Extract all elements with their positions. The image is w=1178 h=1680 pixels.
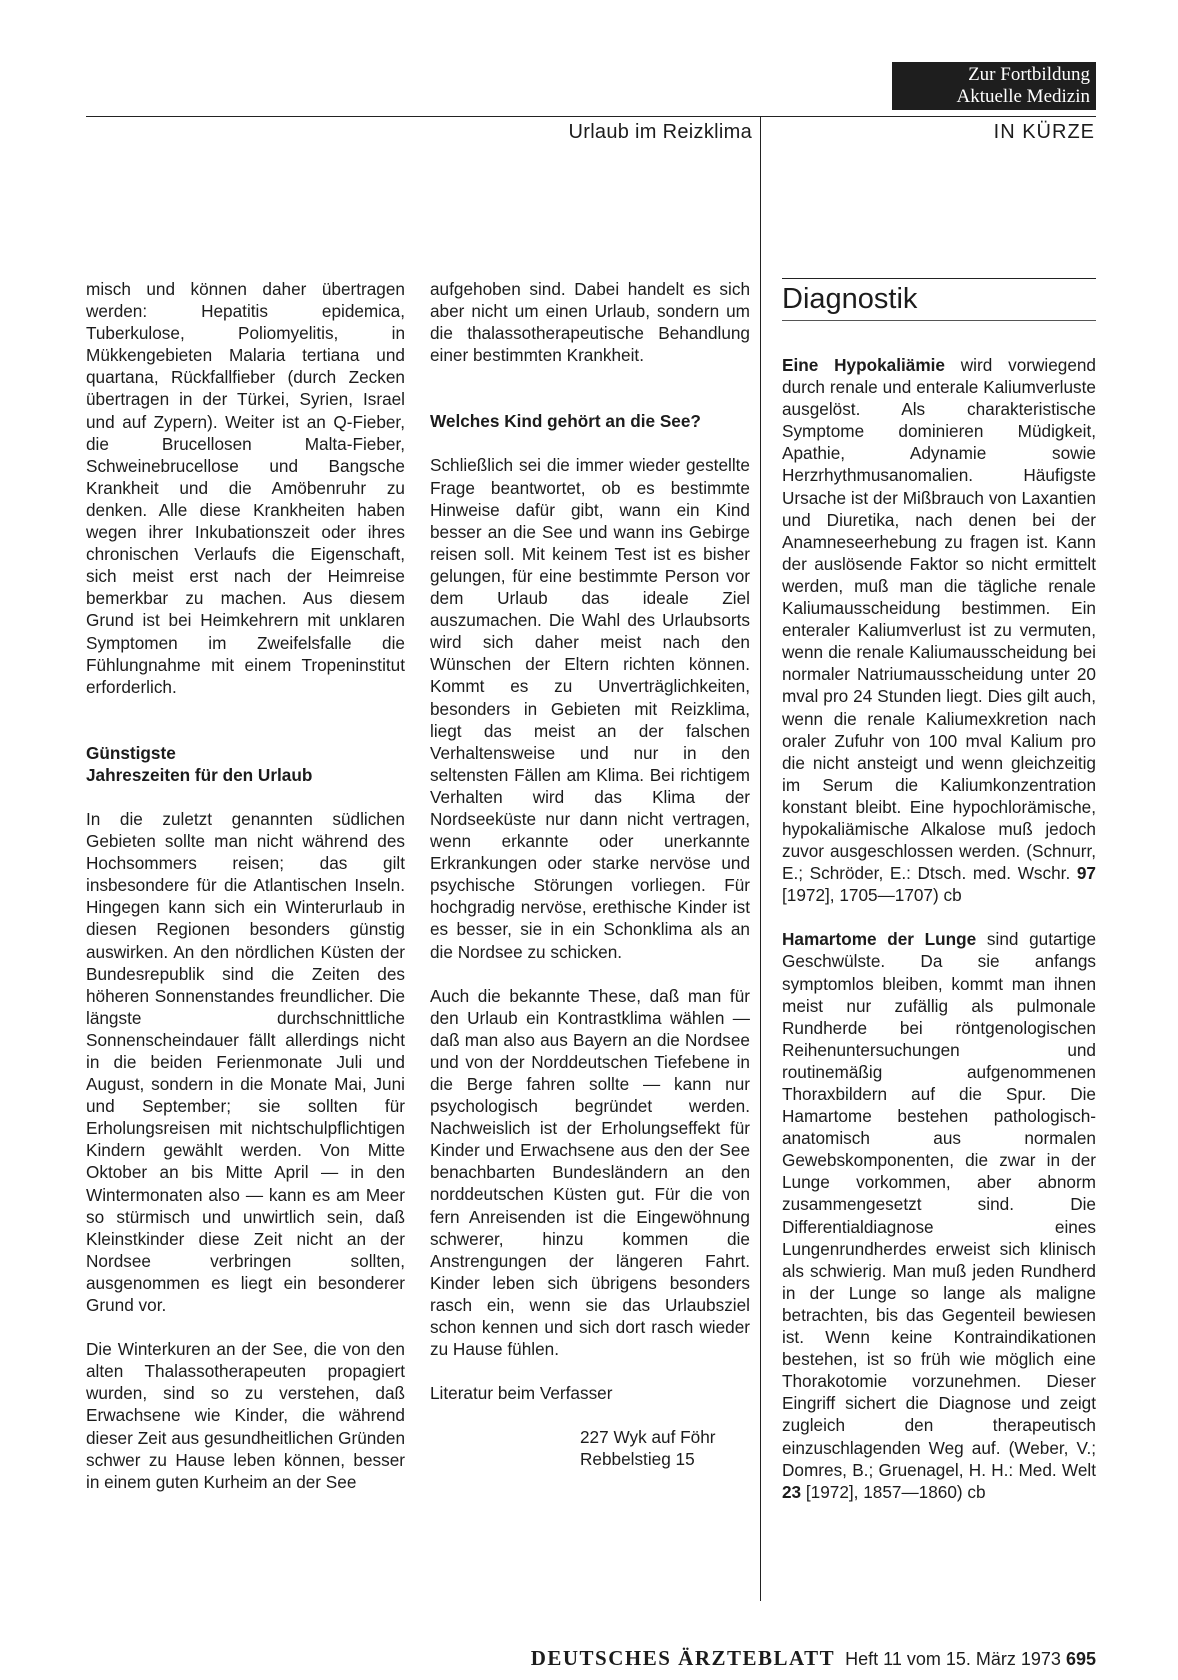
page-footer: [0, 1647, 1096, 1670]
literature-note: Literatur beim Verfasser: [430, 1383, 613, 1404]
subheading: Günstigste Jahreszeiten für den Urlaub: [86, 742, 313, 785]
article-column-2: [430, 278, 750, 1471]
brief-item: Hamartome der Lunge sind gutartige Geschwülste. Da sie anfangs symptomlos bleiben, kommt man ihnen meist nur zufällig als pulmonale Rundherde bei röntgenologischen Reihenuntersuchungen und routinemäßig aufgenommenen Thoraxbildern auf die Spur. Die Hamartome bestehen pathologisch-anatomisch aus normalen Gewebskomponenten, die zwar in der Lunge vorkommen, aber abnorm zusammengesetzt sind. Die Differentialdiagnose eines Lungenrundherdes erweist sich klinisch als schwierig. Man muß jeden Rundherd in der Lunge so lange als maligne betrachten, bis das Gegenteil bewiesen ist. Wenn keine Kontraindikationen bestehen, ist so früh wie möglich eine Thorakotomie vorzunehmen. Dieser Eingriff sichert die Diagnose und zeigt zugleich den therapeutisch einzuschlagenden Weg auf. (Weber, V.; Domres, B.; Gruenagel, H. H.: Med. Welt 23 [1972], 1857—1860) cb: [782, 929, 1097, 1502]
running-head-section: IN KÜRZE: [993, 121, 1095, 143]
paragraph: Auch die bekannte These, daß man für den Urlaub ein Kontrastklima wählen — daß man also aus Bayern an die Nordsee und von der Norddeutschen Tiefebene in die Berge fahren sollte — kann nur psychologisch begründet werden. Nachweislich ist der Erholungseffekt für Kinder und Erwachsene aus den der See benachbarten Bundesländern an den norddeutschen Küsten gut. Für die von fern Anreisenden ist die Eingewöhnung schwerer, hinzu kommen die Anstrengungen der längeren Fahrt. Kinder leben sich übrigens besonders rasch ein, wenn sie das Urlaubsziel schon kennen und sich dort rasch wieder zu Hause fühlen.: [430, 985, 750, 1360]
author-address-line-2: Rebbelstieg 15: [580, 1449, 695, 1470]
brief-lead: Eine Hypokaliämie: [782, 355, 945, 375]
section-badge: [892, 62, 1096, 110]
running-head-article: Urlaub im Reizklima: [568, 121, 752, 143]
paragraph: In die zuletzt genannten südlichen Gebieten sollte man nicht während des Hochsommers reisen; das gilt insbesondere für die Atlantischen Inseln. Hingegen kann sich ein Winterurlaub in diesen Regionen besonders günstig auswirken. An den nördlichen Küsten der Bundesrepublik sind die Zeiten des höheren Sonnenstandes freundlicher. Die längste durchschnittliche Sonnenscheindauer fällt allerdings nicht in die beiden Ferienmonate Juli und August, sondern in die Monate Mai, Juni und September; sie sollten für Erholungsreisen mit nichtschulpflichtigen Kindern gewählt werden. Von Mitte Oktober an bis Mitte April — in den Wintermonaten also — kann es am Meer so stürmisch und unwirtlich sein, daß Kleinstkinder diese Zeit nicht an der Nordsee verbringen sollten, ausgenommen es liegt ein besonderer Grund vor.: [86, 808, 405, 1316]
paragraph: aufgehoben sind. Dabei handelt es sich aber nicht um einen Urlaub, sondern um die thalassotherapeutische Behandlung einer bestimmten Krankheit.: [430, 279, 750, 366]
section-rule-bottom: [782, 320, 1096, 321]
section-title: Diagnostik: [782, 283, 918, 315]
paragraph: Schließlich sei die immer wieder gestellte Frage beantwortet, ob es bestimmte Hinweise dafür gibt, wann ein Kind besser an die See und wann ins Gebirge reisen soll. Mit keinem Test ist es bisher gelungen, für eine bestimmte Person vor dem Urlaub das ideale Ziel auszumachen. Die Wahl des Urlaubsorts wird sich daher meist nach den Wünschen der Eltern richten können. Kommt es zu Unverträglichkeiten, besonders in Gebieten mit Reizklima, liegt das meist an der falschen Verhaltensweise und nur in den seltensten Fällen am Klima. Bei richtigem Verhalten wird das Klima der Nordseeküste nur dann nicht vertragen, wenn erkannte oder unerkannte Erkrankungen oder starke nervöse und psychische Störungen vorliegen. Für hochgradig nervöse, erethische Kinder ist es besser, sie in ein Schonklima als an die Nordsee zu schicken.: [430, 455, 750, 962]
paragraph: misch und können daher übertragen werden: Hepatitis epidemica, Tuberkulose, Poliomyelitis, in Mükkengebieten Malaria tertiana und quartana, Rückfallfieber (durch Zecken übertragen in der Türkei, Syrien, Israel und auf Zypern). Weiter ist an Q-Fieber, die Brucellosen Malta-Fieber, Schweinebrucellose und Bangsche Krankheit und die Amöbenruhr zu denken. Alle diese Krankheiten haben wegen ihrer Inkubationszeit oder ihres chronischen Verlaufs die Eigenschaft, sich meist erst nach der Heimreise bemerkbar zu machen. Aus diesem Grund ist bei Heimkehrern mit unklaren Symptomen im Zweifelsfalle die Fühlungnahme mit einem Tropeninstitut erforderlich.: [86, 279, 405, 697]
brief-item: Eine Hypokaliämie wird vorwiegend durch renale und enterale Kaliumverluste ausgelöst. Als charakteristische Symptome dominieren Müdigkeit, Apathie, Adynamie sowie Herzrhythmusanomalien. Häufigste Ursache ist der Mißbrauch von Laxantien und Diuretika, nach denen bei der Anamneseerhebung zu fragen ist. Kann der auslösende Faktor so nicht ermittelt werden, muß man die tägliche renale Kaliumausscheidung bestimmen. Ein enteraler Kaliumverlust ist zu vermuten, wenn die renale Kaliumausscheidung bei normaler Natriumausscheidung unter 20 mval pro 24 Stunden liegt. Dies gilt auch, wenn die renale Kaliumexkretion nach oraler Zufuhr von 100 mval Kalium pro die nicht ansteigt und wenn gleichzeitig im Serum die Kaliumkonzentration konstant bleibt. Eine hypochlorämische, hypokaliämische Alkalose muß jedoch zuvor ausgeschlossen werden. (Schnurr, E.; Schröder, E.: Dtsch. med. Wschr. 97 [1972], 1705—1707) cb: [782, 355, 1096, 906]
badge-line-1: Zur Fortbildung: [968, 64, 1090, 85]
subheading: Welches Kind gehört an die See?: [430, 411, 701, 432]
page-number: 695: [1065, 1649, 1096, 1669]
badge-line-2: Aktuelle Medizin: [956, 86, 1090, 107]
masthead: DEUTSCHES ÄRZTEBLATT: [530, 1646, 836, 1670]
issue-info: Heft 11 vom 15. März 1973: [845, 1649, 1061, 1669]
brief-lead: Hamartome der Lunge: [782, 929, 977, 950]
column-divider: [760, 116, 761, 1601]
author-address-line-1: 227 Wyk auf Föhr: [580, 1427, 716, 1448]
paragraph: Die Winterkuren an der See, die von den alten Thalassotherapeuten propagiert wurden, sind so zu verstehen, daß Erwachsene wie Kinder, die während dieser Zeit aus gesundheitlichen Gründen schwer zu Hause leben können, besser in einem guten Kurheim an der See: [86, 1339, 405, 1492]
top-rule: [86, 116, 1096, 117]
section-rule-top: [782, 278, 1096, 279]
article-column-1: [86, 278, 405, 1493]
